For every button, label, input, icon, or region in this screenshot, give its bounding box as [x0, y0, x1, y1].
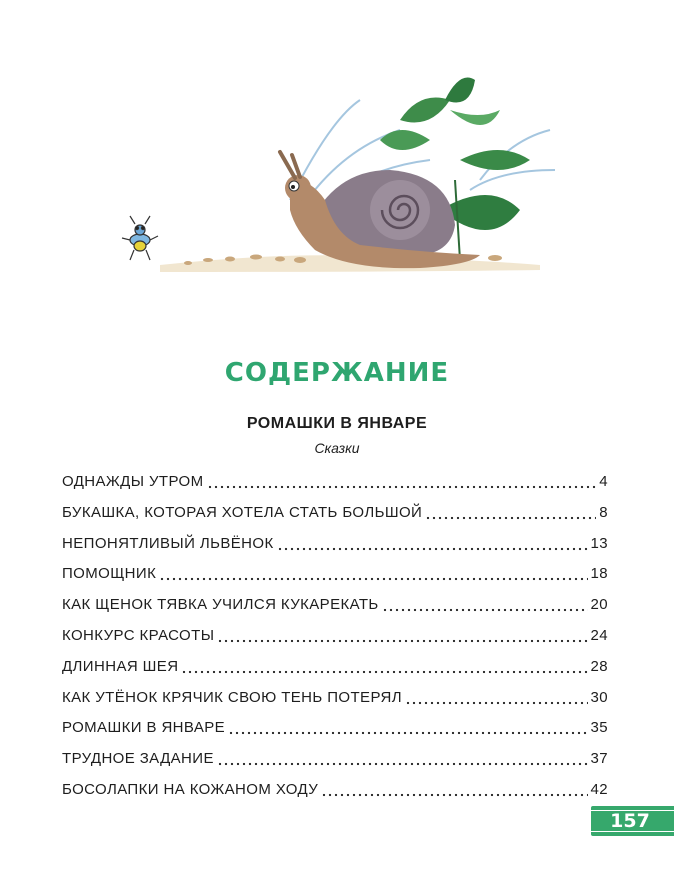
toc-entry-title: НЕПОНЯТЛИВЫЙ ЛЬВЁНОК [62, 534, 274, 552]
table-of-contents [62, 467, 608, 806]
snail-illustration [100, 60, 560, 290]
toc-entry[interactable] [62, 467, 608, 498]
toc-entry[interactable] [62, 559, 608, 590]
page-number-tab [591, 806, 674, 836]
toc-entry-page: 37 [590, 750, 608, 768]
toc-entry[interactable] [62, 590, 608, 621]
toc-entry[interactable] [62, 683, 608, 714]
toc-entry[interactable] [62, 498, 608, 529]
toc-entry-page: 8 [599, 503, 608, 521]
toc-leader-dots [425, 502, 596, 520]
toc-leader-dots [321, 779, 587, 797]
toc-entry[interactable] [62, 775, 608, 806]
toc-entry-page: 30 [590, 688, 608, 706]
toc-entry-page: 35 [590, 719, 608, 737]
toc-entry[interactable] [62, 652, 608, 683]
snail-icon [280, 152, 480, 268]
toc-leader-dots [382, 594, 588, 612]
toc-entry-page: 4 [599, 473, 608, 490]
toc-leader-dots [277, 533, 588, 551]
toc-entry[interactable] [62, 621, 608, 652]
toc-entry-page: 42 [590, 780, 608, 798]
toc-leader-dots [217, 625, 587, 643]
page-title: СОДЕРЖАНИЕ [224, 358, 450, 388]
toc-entry-title: КАК ЩЕНОК ТЯВКА УЧИЛСЯ КУКАРЕКАТЬ [62, 596, 379, 614]
toc-entry-title: КОНКУРС КРАСОТЫ [62, 626, 215, 644]
toc-entry[interactable] [62, 713, 608, 744]
toc-entry-title: ПОМОЩНИК [62, 565, 157, 583]
toc-leader-dots [159, 563, 587, 581]
toc-entry-title: РОМАШКИ В ЯНВАРЕ [62, 719, 226, 737]
toc-entry-page: 13 [590, 534, 608, 552]
section-subtitle: Сказки [314, 440, 360, 456]
toc-entry-title: КАК УТЁНОК КРЯЧИК СВОЮ ТЕНЬ ПОТЕРЯЛ [62, 688, 402, 706]
toc-entry-page: 18 [590, 565, 608, 583]
toc-entry[interactable] [62, 529, 608, 560]
toc-leader-dots [207, 471, 597, 489]
page-number: 157 [610, 810, 650, 832]
toc-entry-title: БУКАШКА, КОТОРАЯ ХОТЕЛА СТАТЬ БОЛЬШОЙ [62, 503, 423, 521]
toc-entry-page: 20 [590, 596, 608, 614]
toc-entry-title: ОДНАЖДЫ УТРОМ [62, 473, 204, 490]
toc-entry-title: ТРУДНОЕ ЗАДАНИЕ [62, 750, 214, 768]
toc-leader-dots [217, 748, 588, 766]
toc-leader-dots [228, 717, 587, 735]
toc-leader-dots [405, 687, 588, 705]
toc-entry-page: 28 [590, 657, 608, 675]
grasshopper-icon [122, 216, 158, 260]
toc-entry-title: ДЛИННАЯ ШЕЯ [62, 657, 179, 675]
toc-entry[interactable] [62, 744, 608, 775]
toc-leader-dots [181, 656, 587, 674]
toc-entry-page: 24 [590, 626, 608, 644]
toc-entry-title: БОСОЛАПКИ НА КОЖАНОМ ХОДУ [62, 780, 319, 798]
section-title: РОМАШКИ В ЯНВАРЕ [246, 415, 428, 432]
